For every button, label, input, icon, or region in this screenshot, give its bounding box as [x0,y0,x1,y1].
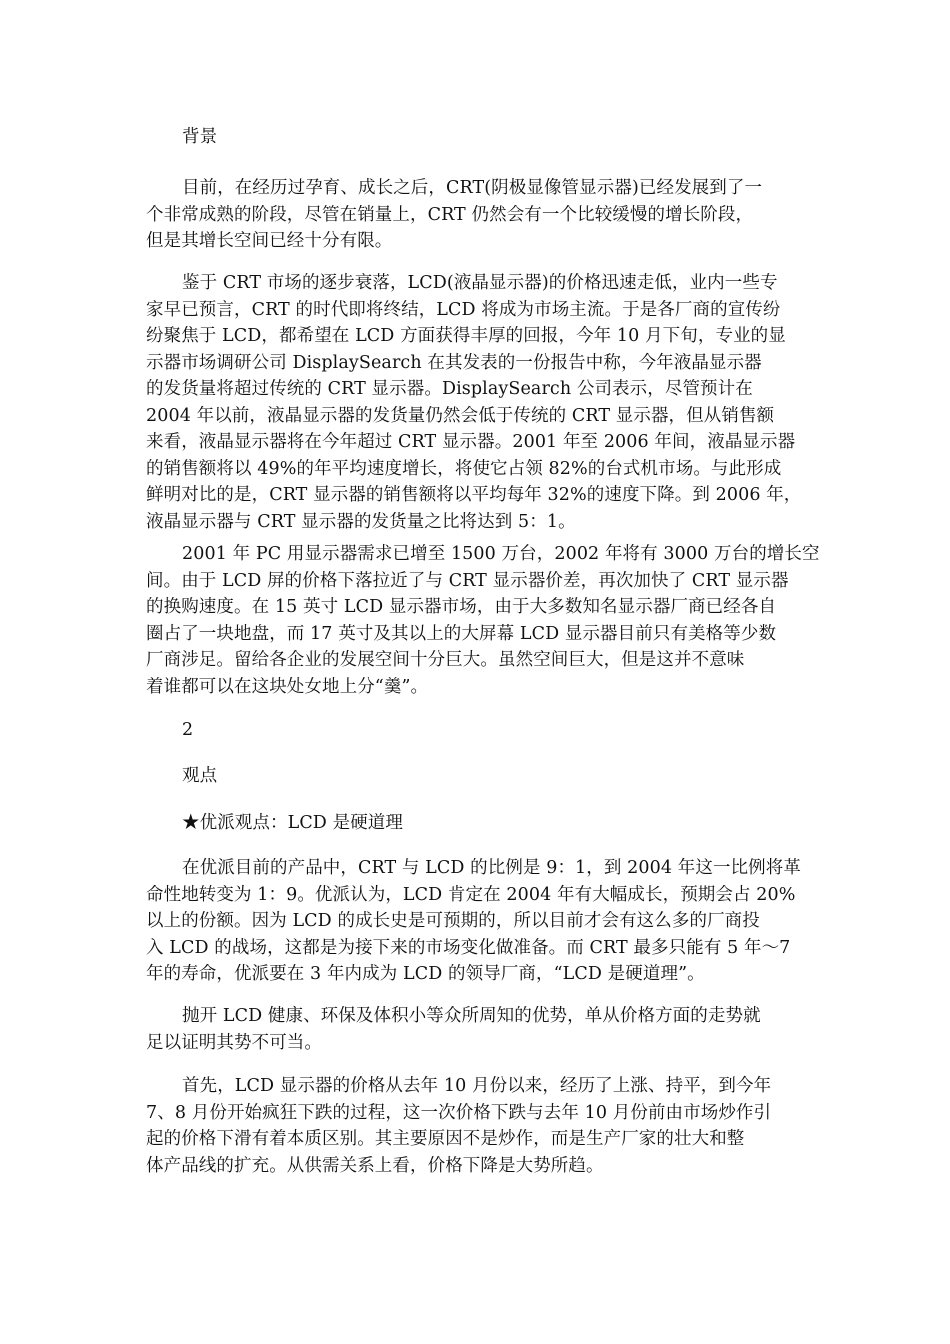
text-line: 的换购速度。在 15 英寸 LCD 显示器市场，由于大多数知名显示器厂商已经各自 [146,597,777,617]
text-line: 足以证明其势不可当。 [146,1032,322,1053]
text-line: 以上的份额。因为 LCD 的成长史是可预期的，所以目前才会有这么多的厂商投 [146,911,760,931]
heading-viewpoint: 观点 [182,766,218,786]
text-line: 间。由于 LCD 屏的价格下落拉近了与 CRT 显示器价差，再次加快了 CRT 显示器 [146,570,789,591]
heading-background: 背景 [182,127,218,147]
text-line: 液晶显示器与 CRT 显示器的发货量之比将达到 5：1。 [146,511,576,532]
text-line: 但是其增长空间已经十分有限。 [146,231,393,251]
text-line: 命性地转变为 1：9。优派认为，LCD 肯定在 2004 年有大幅成长，预期会占 20% [146,884,796,905]
text-line: 来看，液晶显示器将在今年超过 CRT 显示器。2001 年至 2006 年间，液晶显示器 [146,432,796,452]
paragraph-lcd-market [146,270,806,535]
text-line: 个非常成熟的阶段，尽管在销量上，CRT 仍然会有一个比较缓慢的增长阶段， [146,204,754,225]
text-line: 的发货量将超过传统的 CRT 显示器。DisplaySearch 公司表示，尽管预计在 [146,379,753,399]
text-line: 的销售额将以 49%的年平均速度增长，将使它占领 82%的台式机市场。与此形成 [146,458,782,479]
paragraph-demand-growth [146,541,820,700]
text-line: 在优派目前的产品中，CRT 与 LCD 的比例是 9：1，到 2004 年这一比例将革 [182,858,801,878]
text-line: 着谁都可以在这块处女地上分“羹”。 [146,676,429,697]
text-line: 鲜明对比的是，CRT 显示器的销售额将以平均每年 32%的速度下降。到 2006 年， [146,485,802,505]
paragraph-viewsonic-ratio [146,855,806,988]
text-line: 家早已预言，CRT 的时代即将终结，LCD 将成为市场主流。于是各厂商的宣传纷 [146,299,781,320]
text-line: 7、8 月份开始疯狂下跌的过程，这一次价格下跌与去年 10 月份前由市场炒作引 [146,1102,772,1123]
text-line: 年的寿命，优派要在 3 年内成为 LCD 的领导厂商，“LCD 是硬道理”。 [146,964,705,984]
section-number: 2 [182,720,194,740]
paragraph-lcd-advantages [146,1003,806,1056]
text-line: 鉴于 CRT 市场的逐步衰落，LCD(液晶显示器)的价格迅速走低，业内一些专 [182,273,778,293]
paragraph-price-trend [146,1073,806,1179]
text-line: 起的价格下滑有着本质区别。其主要原因不是炒作，而是生产厂家的壮大和整 [146,1129,745,1149]
text-line: 体产品线的扩充。从供需关系上看，价格下降是大势所趋。 [146,1155,604,1176]
text-line: 圈占了一块地盘，而 17 英寸及其以上的大屏幕 LCD 显示器目前只有美格等少数 [146,623,777,644]
text-line: 2001 年 PC 用显示器需求已增至 1500 万台，2002 年将有 3000 万台的增长空 [182,544,820,564]
text-line: 首先，LCD 显示器的价格从去年 10 月份以来，经历了上涨、持平，到今年 [182,1076,772,1096]
text-line: 2004 年以前，液晶显示器的发货量仍然会低于传统的 CRT 显示器，但从销售额 [146,405,775,426]
text-line: 入 LCD 的战场，这都是为接下来的市场变化做准备。而 CRT 最多只能有 5 年～7 [146,937,791,958]
subheading-viewsonic: ★优派观点：LCD 是硬道理 [182,813,404,833]
text-line: 抛开 LCD 健康、环保及体积小等众所周知的优势，单从价格方面的走势就 [182,1006,761,1026]
paragraph-crt-maturity [146,175,806,255]
text-line: 示器市场调研公司 DisplaySearch 在其发表的一份报告中称，今年液晶显示器 [146,352,762,373]
text-line: 厂商涉足。留给各企业的发展空间十分巨大。虽然空间巨大，但是这并不意味 [146,650,745,670]
text-line: 纷聚焦于 LCD，都希望在 LCD 方面获得丰厚的回报，今年 10 月下旬，专业的显 [146,326,786,346]
text-line: 目前，在经历过孕育、成长之后，CRT(阴极显像管显示器)已经发展到了一 [182,178,763,198]
